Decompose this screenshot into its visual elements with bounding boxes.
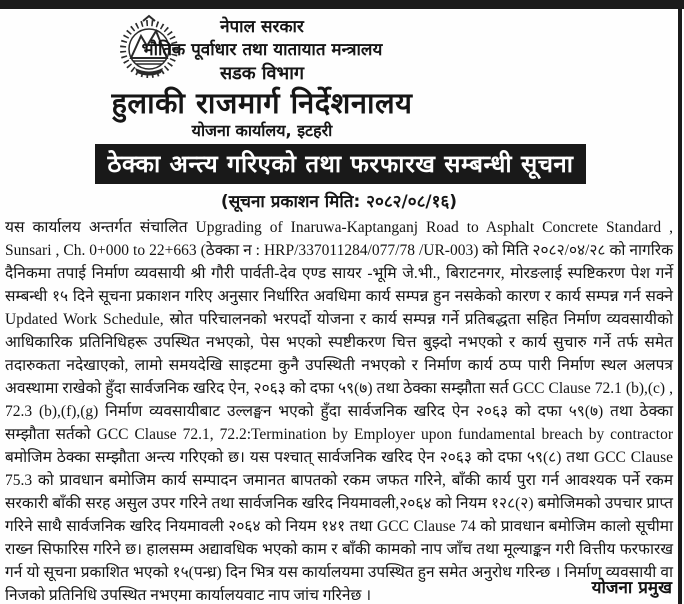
top-border-rule bbox=[0, 0, 684, 9]
publish-date-line: (सूचना प्रकाशन मिति: २०८२/०८/१६) bbox=[220, 192, 458, 212]
right-border-rule bbox=[678, 0, 682, 604]
letterhead bbox=[0, 15, 524, 142]
office-name: योजना कार्यालय, इटहरी bbox=[191, 121, 333, 140]
government-name: नेपाल सरकार bbox=[220, 17, 304, 37]
directorate-name: हुलाकी राजमार्ग निर्देशनालय bbox=[111, 86, 413, 120]
signature-title: योजना प्रमुख bbox=[591, 578, 672, 598]
notice-title: ठेक्का अन्त्य गरिएको तथा फरफारख सम्बन्धी सूचना bbox=[107, 150, 574, 178]
department-name: सडक विभाग bbox=[219, 63, 304, 84]
notice-title-banner bbox=[95, 144, 586, 184]
ministry-name: भौतिक पूर्वाधार तथा यातायात मन्त्रालय bbox=[141, 40, 383, 60]
notice-body: यस कार्यालय अन्तर्गत संचालित Upgrading of Inaruwa-Kaptanganj Road to Asphalt Concrete Standard , Sunsari , Ch. 0+000 to 22+663 (ठेक्का न : HRP/337011284/077/78 /UR-003) को मिति २०८२/०४/२८ को नागरिक दैनिकमा तपाई निर्माण व्यवसायी श्री गौरी पार्वती-देव एण्ड सायर -भूमि जे.भी., बिराटनगर, मोरङलाई स्पष्टिकरण पेश गर्ने सम्बन्धी १५ दिने सूचना प्रकाशन गरिए अनुसार निर्धारित अवधिमा कार्य सम्पन्न हुन नसकेको कारण र कार्य सम्पन्न गर्न सक्ने Updated Work Schedule, स्रोत परिचालनको भरपर्दो योजना र कार्य सम्पन्न गर्ने प्रतिबद्धता सहित निर्माण व्यवसायीको आधिकारिक प्रतिनिधिहरू उपस्थित नभएको, पेस भएको स्पष्टीकरण चित्त बुझ्दो नभएको र कार्य सुचारु गर्ने तर्फ समेत तदारुकता नदेखाएको, लामो समयदेखि साइटमा कुनै उपस्थिती नभएको र निर्माण कार्य ठप्प पारी निर्माण स्थल अलपत्र अवस्थामा राखेको हुँदा सार्वजनिक खरिद ऐन, २०६३ को दफा ५९(७) तथा ठेक्का सम्झौता सर्त GCC Clause 72.1 (b),(c) , 72.3 (b),(f),(g) निर्माण व्यवसायीबाट उल्लङ्घन भएको हुँदा सार्वजनिक खरिद ऐन २०६३ को दफा ५९(७) तथा ठेक्का सम्झौता सर्तको GCC Clause 72.1, 72.2:Termination by Employer upon fundamental breach by contractor बमोजिम ठेक्का सम्झौता अन्त्य गरिएको छ। यस पश्चात् सार्वजनिक खरिद ऐन २०६३ को दफा ५९(८) तथा GCC Clause 75.3 को प्रावधान बमोजिम कार्य सम्पादन जमानत बापतको रकम जफत गरिने, बाँकी कार्य पुरा गर्न आवश्यक पर्ने रकम सरकारी बाँकी सरह असुल उपर गरिने तथा सार्वजनिक खरिद नियमावली,२०६४ को नियम १२८(२) बमोजिमको उपचार प्राप्त गरिने साथै सार्वजनिक खरिद नियमावली २०६४ को नियम १४१ तथा GCC Clause 74 को प्रावधान बमोजिम कालो सूचीमा राख्न सिफारिस गरिने छ। हालसम्म अद्यावधिक भएको काम र बाँकी कामको नाप जाँच तथा मूल्याङ्कन गरी वित्तीय फरफारख गर्न यो सूचना प्रकाशित भएको १५(पन्ध्र) दिन भित्र यस कार्यालयमा उपस्थित हुन समेत अनुरोध गरिन्छ । निर्माण व्यवसायी वा निजको प्रतिनिधि उपस्थित नभएमा कार्यालयवाट नाप जांच गरिनेछ । bbox=[5, 219, 673, 604]
